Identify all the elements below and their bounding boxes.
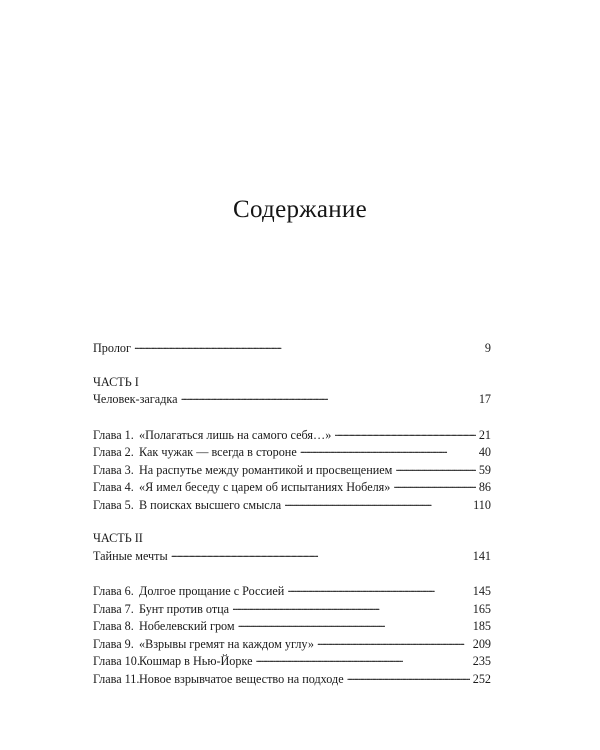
chapter-number: Глава 10. bbox=[93, 654, 140, 669]
toc-entry-title: Человек-загадка bbox=[93, 392, 178, 407]
dot-leader bbox=[256, 653, 470, 665]
dot-leader bbox=[300, 444, 476, 456]
dot-leader bbox=[287, 583, 469, 595]
chapter-number: Глава 8. bbox=[93, 619, 134, 634]
dot-leader bbox=[181, 391, 476, 403]
toc-entry-page: 235 bbox=[472, 654, 491, 669]
toc-entry-page: 165 bbox=[472, 601, 491, 616]
toc-entry-page: 110 bbox=[473, 497, 491, 512]
toc-entry-title: В поисках высшего смысла bbox=[139, 497, 282, 512]
dot-leader bbox=[393, 479, 475, 491]
chapter-number: Глава 5. bbox=[93, 497, 134, 512]
toc-entry-page: 86 bbox=[478, 480, 491, 495]
part-heading: ЧАСТЬ I bbox=[93, 374, 139, 389]
toc-entry-page: 252 bbox=[472, 671, 491, 686]
part-heading: ЧАСТЬ II bbox=[93, 531, 143, 545]
chapter-number: Глава 2. bbox=[93, 445, 134, 460]
toc-entry-prologue[interactable] bbox=[93, 340, 491, 358]
toc-entry-title: Тайные мечты bbox=[93, 548, 168, 563]
toc-entry-chapter[interactable] bbox=[93, 462, 491, 480]
page-title: Содержание bbox=[233, 196, 367, 223]
toc-entry-title: «Взрывы гремят на каждом углу» bbox=[139, 636, 314, 651]
dot-leader bbox=[238, 618, 470, 630]
chapter-number: Глава 1. bbox=[93, 427, 134, 442]
toc-entry-title: Долгое прощание с Россией bbox=[139, 584, 285, 599]
toc-entry-page: 59 bbox=[478, 462, 491, 477]
toc-entry-chapter[interactable] bbox=[93, 618, 491, 636]
toc-entry-title: Нобелевский гром bbox=[139, 619, 235, 634]
toc-entry-title: Как чужак — всегда в стороне bbox=[139, 445, 297, 460]
toc-entry-title: Новое взрывчатое вещество на подходе bbox=[139, 671, 344, 686]
toc-entry-part-intro[interactable] bbox=[93, 548, 491, 566]
dot-leader bbox=[171, 548, 470, 560]
toc-entry-chapter[interactable] bbox=[93, 583, 491, 601]
chapter-number: Глава 3. bbox=[93, 462, 134, 477]
chapter-number: Глава 7. bbox=[93, 601, 134, 616]
toc-entry-title: «Я имел беседу с царем об испытаниях Нобеля» bbox=[139, 480, 391, 495]
dot-leader bbox=[347, 671, 470, 683]
dot-leader bbox=[334, 427, 476, 439]
dot-leader bbox=[395, 462, 475, 474]
toc-entry-page: 209 bbox=[472, 636, 491, 651]
toc-entry-chapter[interactable] bbox=[93, 444, 491, 462]
table-of-contents bbox=[93, 340, 491, 688]
chapter-number: Глава 9. bbox=[93, 636, 134, 651]
toc-entry-chapter[interactable] bbox=[93, 601, 491, 619]
toc-entry-title: Пролог bbox=[93, 341, 132, 356]
toc-entry-chapter[interactable] bbox=[93, 636, 491, 654]
toc-entry-chapter[interactable] bbox=[93, 653, 491, 671]
toc-entry-page: 145 bbox=[472, 584, 491, 599]
toc-entry-chapter[interactable] bbox=[93, 497, 491, 515]
toc-entry-title: «Полагаться лишь на самого себя…» bbox=[139, 427, 332, 442]
toc-entry-chapter[interactable] bbox=[93, 479, 491, 497]
toc-entry-page: 21 bbox=[478, 427, 491, 442]
toc-entry-page: 141 bbox=[472, 548, 491, 563]
chapter-number: Глава 6. bbox=[93, 584, 134, 599]
dot-leader bbox=[232, 601, 470, 613]
chapter-number: Глава 4. bbox=[93, 480, 134, 495]
dot-leader bbox=[284, 497, 470, 509]
toc-entry-part-intro[interactable] bbox=[93, 391, 491, 409]
dot-leader bbox=[317, 636, 470, 648]
toc-entry-page: 9 bbox=[484, 341, 491, 356]
toc-entry-chapter[interactable] bbox=[93, 671, 491, 689]
dot-leader bbox=[134, 340, 482, 352]
toc-entry-page: 185 bbox=[472, 619, 491, 634]
toc-entry-title: На распутье между романтикой и просвещением bbox=[139, 462, 393, 477]
toc-entry-page: 17 bbox=[478, 392, 491, 407]
toc-entry-chapter[interactable] bbox=[93, 427, 491, 445]
toc-entry-title: Кошмар в Нью-Йорке bbox=[139, 654, 253, 669]
toc-entry-title: Бунт против отца bbox=[139, 601, 230, 616]
chapter-number: Глава 11. bbox=[93, 671, 140, 686]
toc-entry-page: 40 bbox=[478, 445, 491, 460]
